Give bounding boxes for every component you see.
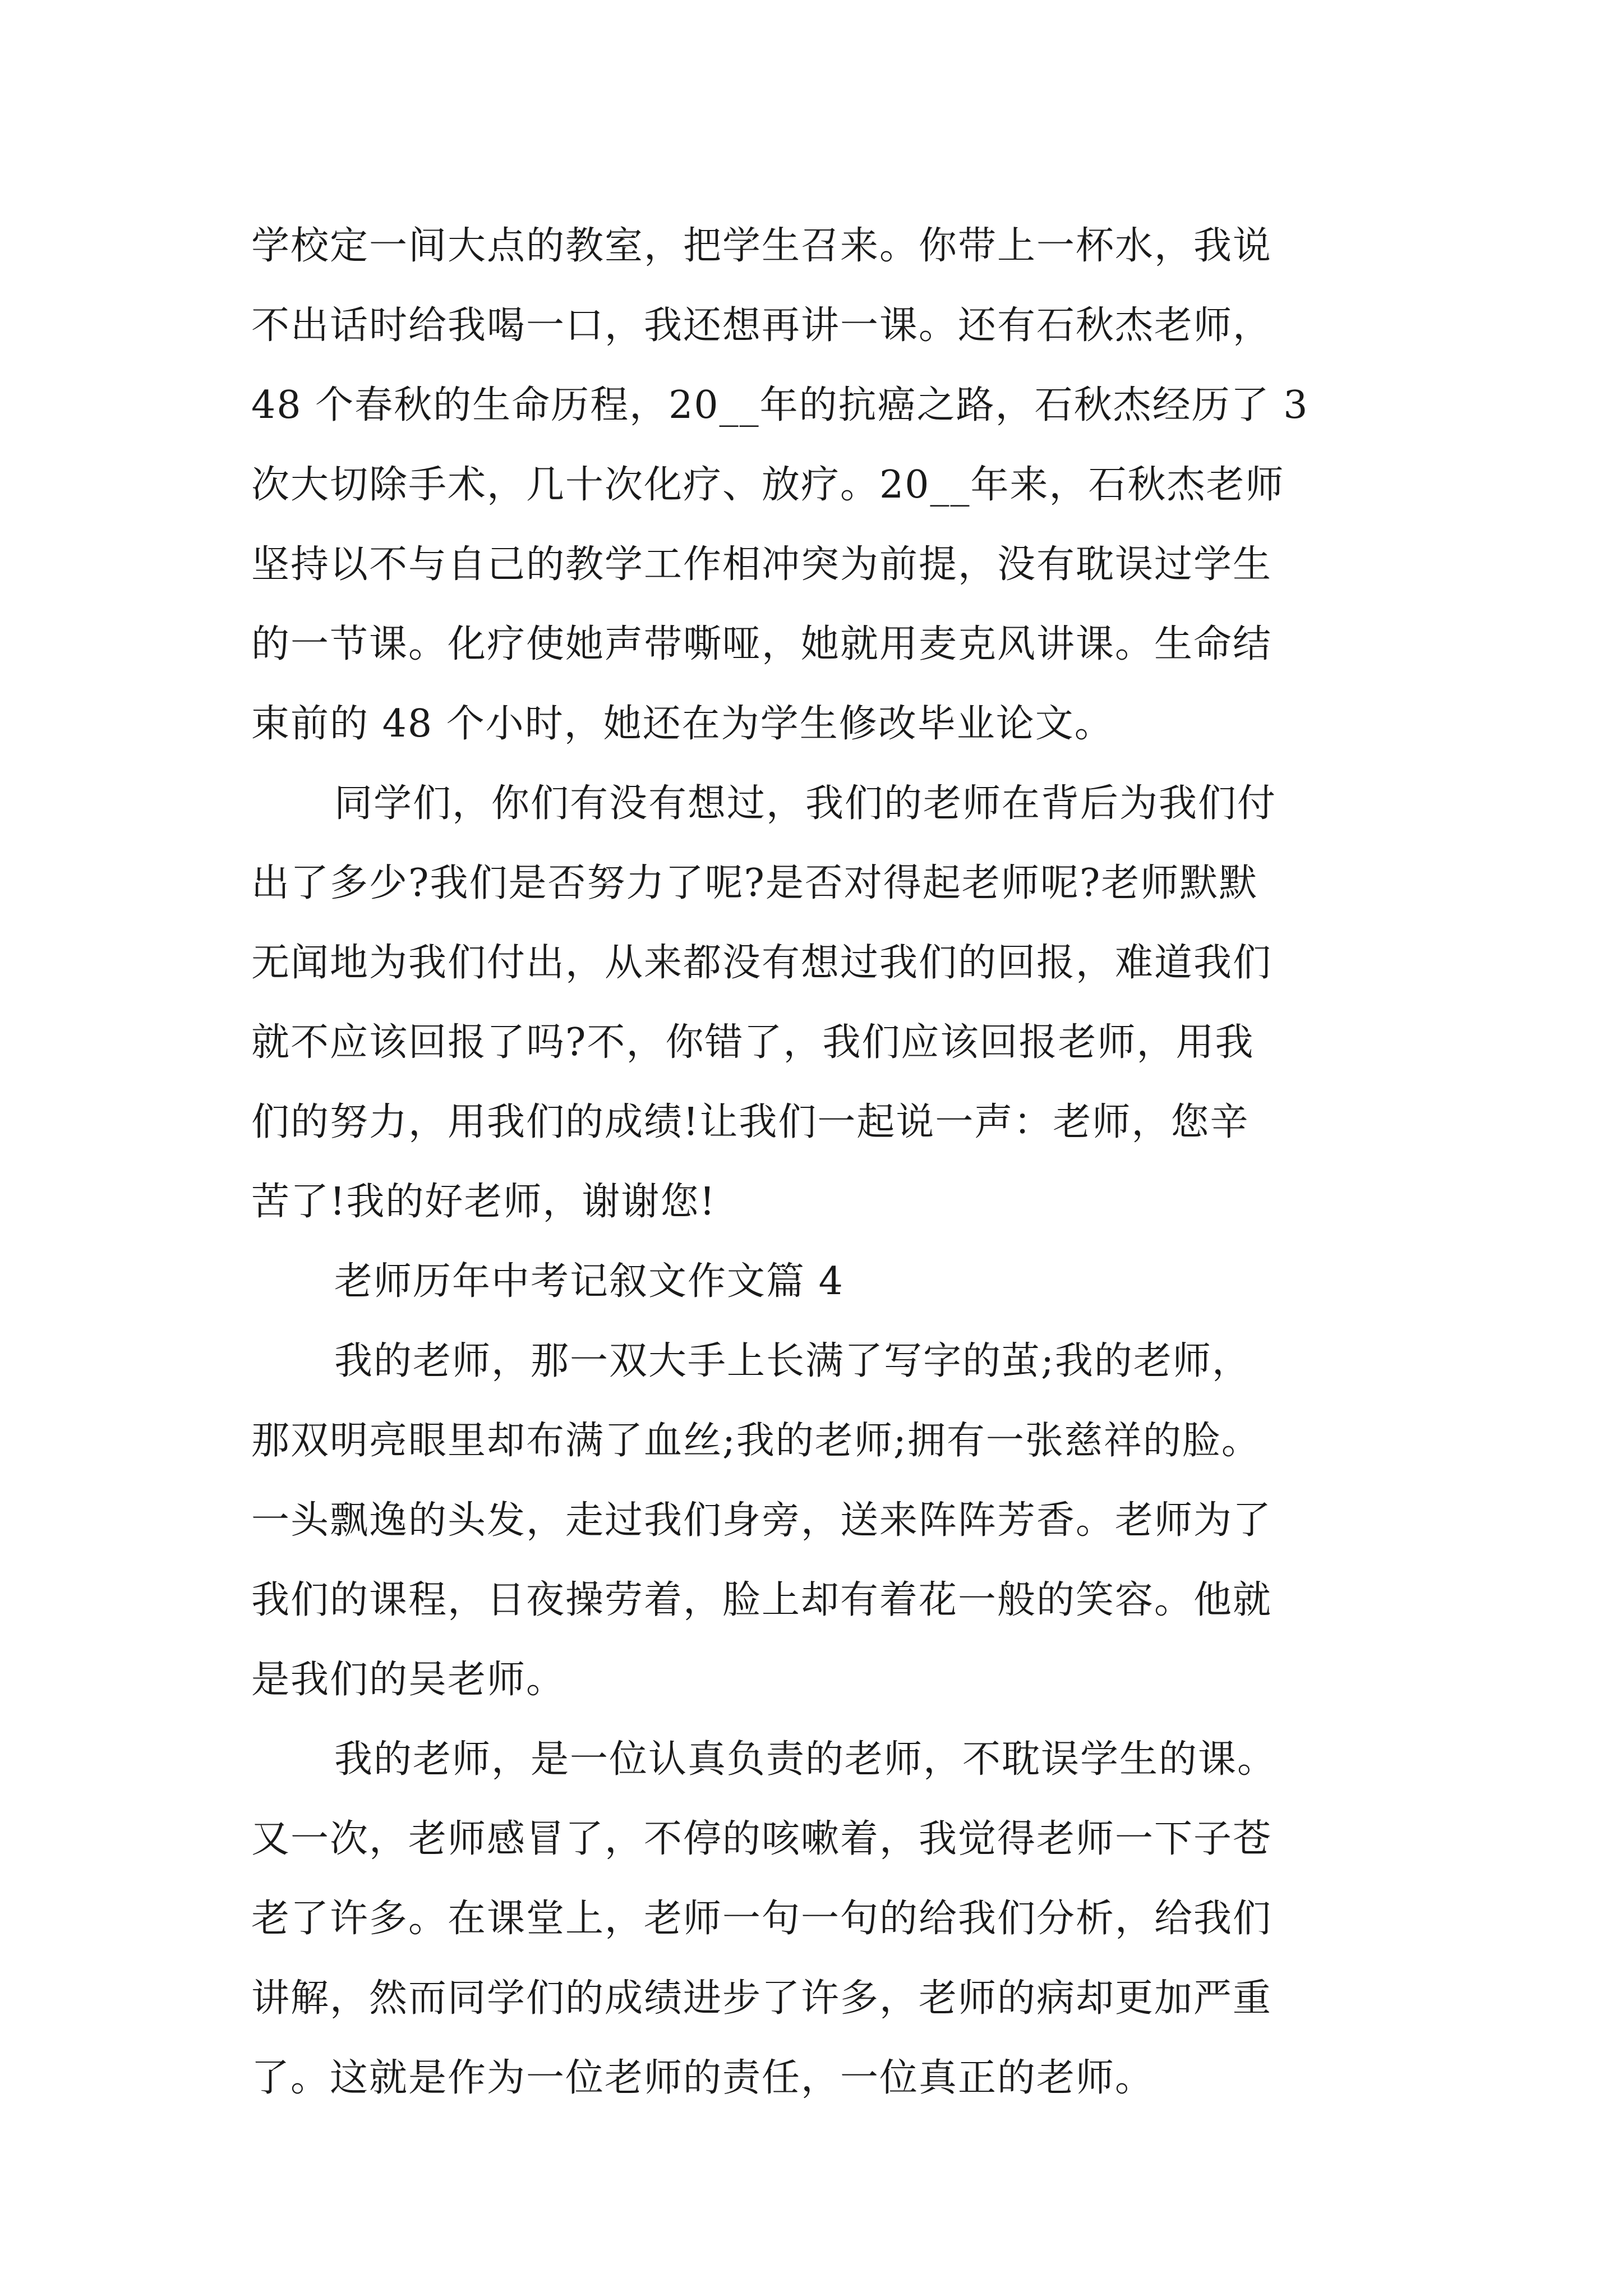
paragraph-first-line: 我的老师，是一位认真负责的老师，不耽误学生的课。 (334, 1737, 1277, 1782)
section-heading: 老师历年中考记叙文作文篇 4 (334, 1259, 844, 1304)
text-line: 我们的课程，日夜操劳着，脸上却有着花一般的笑容。他就 (251, 1578, 1272, 1622)
text-line: 无闻地为我们付出，从来都没有想过我们的回报，难道我们 (251, 941, 1272, 985)
text-line: 老了许多。在课堂上，老师一句一句的给我们分析，给我们 (251, 1897, 1272, 1941)
text-line: 那双明亮眼里却布满了血丝;我的老师;拥有一张慈祥的脸。 (251, 1419, 1261, 1463)
text-line: 的一节课。化疗使她声带嘶哑，她就用麦克风讲课。生命结 (251, 622, 1272, 666)
text-line: 坚持以不与自己的教学工作相冲突为前提，没有耽误过学生 (251, 542, 1272, 587)
text-line: 束前的 48 个小时，她还在为学生修改毕业论文。 (251, 702, 1114, 746)
text-line: 48 个春秋的生命历程，20__年的抗癌之路，石秋杰经历了 3 (251, 383, 1309, 427)
text-line: 就不应该回报了吗?不，你错了，我们应该回报老师，用我 (251, 1020, 1255, 1065)
text-line: 苦了!我的好老师，谢谢您! (251, 1180, 716, 1224)
text-line: 是我们的吴老师。 (251, 1658, 566, 1702)
text-line: 不出话时给我喝一口，我还想再讲一课。还有石秋杰老师， (251, 303, 1272, 348)
document-body (251, 206, 1395, 2118)
text-line: 次大切除手术，几十次化疗、放疗。20__年来，石秋杰老师 (251, 463, 1285, 507)
paragraph-first-line: 同学们，你们有没有想过，我们的老师在背后为我们付 (334, 781, 1277, 826)
text-line: 出了多少?我们是否努力了呢?是否对得起老师呢?老师默默 (251, 861, 1258, 905)
text-line: 又一次，老师感冒了，不停的咳嗽着，我觉得老师一下子苍 (251, 1817, 1272, 1861)
text-line: 了。这就是作为一位老师的责任，一位真正的老师。 (251, 2056, 1155, 2100)
text-line: 们的努力，用我们的成绩!让我们一起说一声：老师，您辛 (251, 1100, 1249, 1144)
paragraph-first-line: 我的老师，那一双大手上长满了写字的茧;我的老师， (334, 1339, 1251, 1383)
text-line: 学校定一间大点的教室，把学生召来。你带上一杯水，我说 (251, 224, 1272, 268)
text-line: 讲解，然而同学们的成绩进步了许多，老师的病却更加严重 (251, 1976, 1272, 2021)
text-line: 一头飘逸的头发，走过我们身旁，送来阵阵芳香。老师为了 (251, 1498, 1272, 1543)
